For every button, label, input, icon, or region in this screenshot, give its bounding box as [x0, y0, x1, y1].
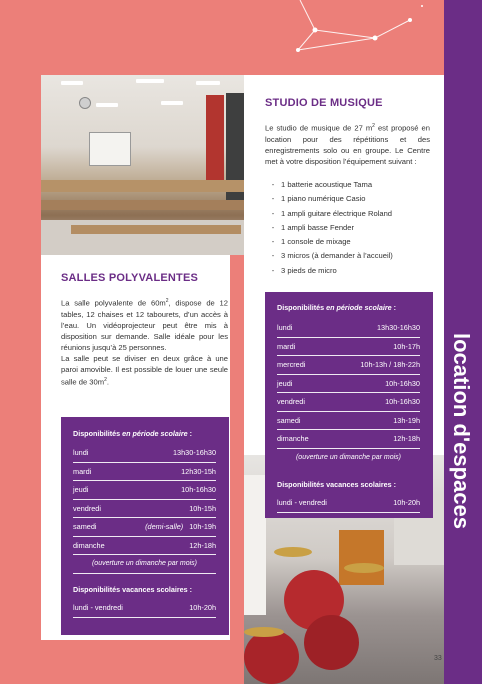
schedule-row: samedi (demi-salle) 10h-19h [73, 518, 216, 537]
salles-schedule-note: (ouverture un dimanche par mois) [73, 555, 216, 574]
coral-background-left [0, 0, 41, 684]
constellation-decoration [270, 0, 442, 70]
schedule-row: dimanche 12h-18h [277, 430, 420, 449]
salles-schedule-panel [61, 417, 229, 635]
side-title: location d'espaces [449, 333, 474, 529]
studio-equipment-list [265, 178, 435, 278]
schedule-row: mardi 12h30-15h [73, 463, 216, 482]
schedule-row: mercredi 10h-13h / 18h-22h [277, 356, 420, 375]
list-item: - 1 ampli basse Fender [271, 222, 355, 232]
salles-title: SALLES POLYVALENTES [61, 272, 199, 284]
salles-schedule-table [73, 444, 216, 574]
studio-schedule-heading: Disponibilités en période scolaire : [277, 303, 397, 312]
list-item: - 1 batterie acoustique Tama [271, 180, 373, 189]
list-item: - 3 pieds de micro [271, 265, 337, 275]
salles-vacances-table [73, 599, 216, 618]
list-item: - 3 micros (à demander à l’accueil) [271, 251, 393, 261]
salles-schedule-heading: Disponibilités en période scolaire : [73, 429, 193, 438]
salles-paragraph-1: La salle polyvalente de $60m^2$, dispose de 12 tables, 12 chaises et 12 tabourets, d’un accès à l’eau. Un vidéoprojecteur peut être mis à disposition sur demande. Salle idéale pour les réunions jusqu’à 25 personnes. [61, 298, 228, 352]
schedule-row: vendredi 10h-15h [73, 500, 216, 519]
schedule-row: jeudi 10h-16h30 [73, 481, 216, 500]
list-item: - 1 console de mixage [271, 237, 351, 247]
schedule-row: lundi 13h30-16h30 [73, 444, 216, 463]
schedule-row: dimanche 12h-18h [73, 537, 216, 556]
schedule-row: lundi 13h30-16h30 [277, 319, 420, 338]
studio-vacances-table [277, 494, 420, 513]
studio-title: STUDIO DE MUSIQUE [265, 97, 383, 109]
studio-schedule-panel [265, 292, 433, 518]
schedule-row: jeudi 10h-16h30 [277, 375, 420, 394]
page-number: 33 [434, 655, 442, 662]
studio-description: Le studio de musique de 27 $m^2$ est proposé en location pour des répétitions et des enregistrements solo ou en groupe. Le Centre met à votre disposition l’équipement suivant : [265, 123, 430, 166]
list-item: - 1 piano numérique Casio [271, 194, 366, 204]
schedule-row: samedi 13h-19h [277, 412, 420, 431]
schedule-row: lundi - vendredi 10h-20h [277, 494, 420, 513]
studio-schedule-table [277, 319, 420, 466]
salle-polyvalente-photo [41, 75, 244, 255]
schedule-row: vendredi 10h-16h30 [277, 393, 420, 412]
salles-description [61, 296, 228, 387]
schedule-row: mardi 10h-17h [277, 338, 420, 357]
salles-vacances-heading: Disponibilités vacances scolaires : [73, 585, 193, 594]
list-item: - 1 ampli guitare électrique Roland [271, 208, 393, 218]
studio-vacances-heading: Disponibilités vacances scolaires : [277, 480, 397, 489]
studio-schedule-note: (ouverture un dimanche par mois) [295, 453, 402, 461]
schedule-row: lundi - vendredi 10h-20h [73, 599, 216, 618]
salles-paragraph-2: La salle peut se diviser en deux grâce à une paroi amovible. Il est possible de louer une seule salle de $30m^2$. [61, 353, 228, 387]
